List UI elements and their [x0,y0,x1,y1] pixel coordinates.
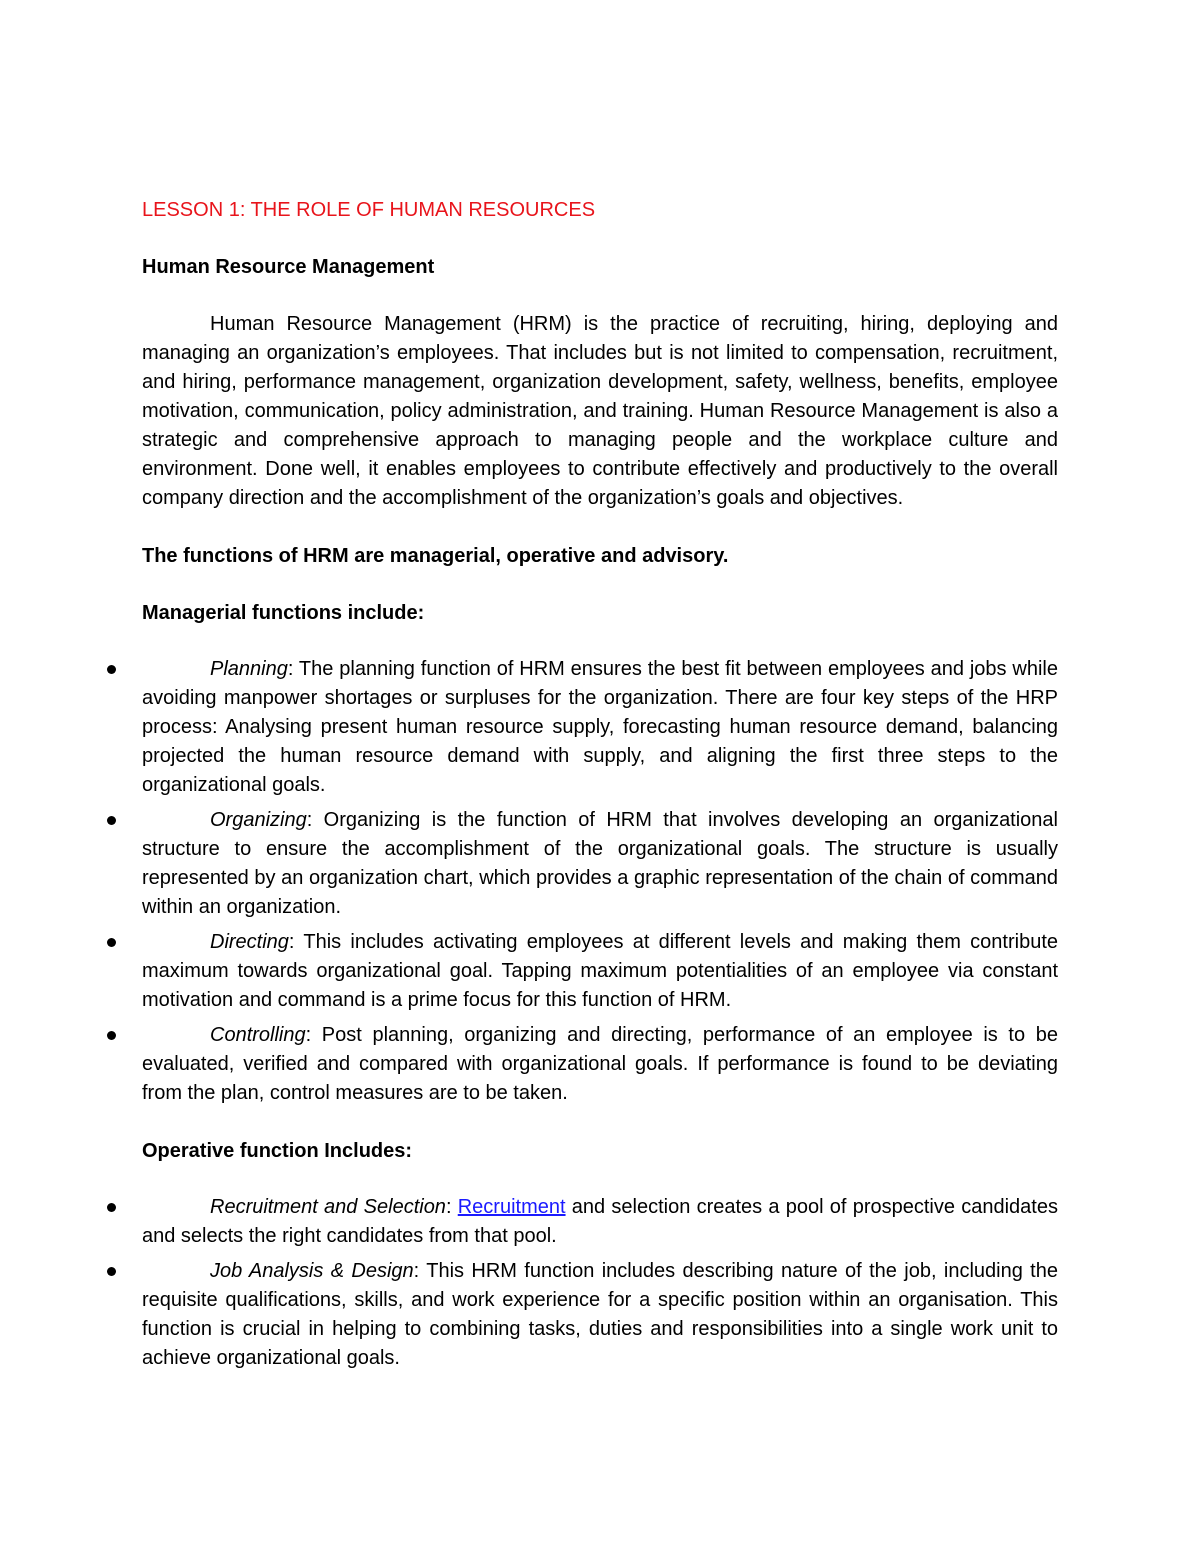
term-job-analysis: Job Analysis & Design [210,1260,414,1282]
bullet-icon [107,665,116,674]
bullet-icon [107,1203,116,1212]
list-item-planning [142,655,1058,800]
controlling-text: : Post planning, organizing and directing, performance of an employee is to be evaluated, verified and compared with organizational goals. If performance is found to be deviating from the plan, control measures are to be taken. [142,1024,1058,1104]
managerial-list [142,655,1058,1108]
term-planning: Planning [210,658,288,680]
list-item-recruitment [142,1193,1058,1251]
managerial-heading: Managerial functions include: [142,602,425,624]
intro-paragraph: Human Resource Management (HRM) is the practice of recruiting, hiring, deploying and managing an organization’s employees. That includes but is not limited to compensation, recruitment, and hiring, performance management, organization development, safety, wellness, benefits, employee motivation, communication, policy administration, and training. Human Resource Management is also a strategic and comprehensive approach to managing people and the workplace culture and environment. Done well, it enables employees to contribute effectively and productively to the overall company direction and the accomplishment of the organization’s goals and objectives. [142,313,1058,509]
list-item-organizing [142,806,1058,922]
operative-heading: Operative function Includes: [142,1140,413,1162]
list-item-controlling [142,1021,1058,1108]
list-item-directing [142,928,1058,1015]
functions-heading: The functions of HRM are managerial, operative and advisory. [142,545,729,567]
term-directing: Directing [210,931,289,953]
bullet-icon [107,1031,116,1040]
section-heading: Human Resource Management [142,256,435,278]
directing-text: : This includes activating employees at different levels and making them contribute maximum towards organizational goal. Tapping maximum potentialities of an employee via constant motivation and command is a prime focus for this function of HRM. [142,931,1058,1011]
list-item-job-analysis [142,1257,1058,1373]
recruitment-prefix: : [445,1196,458,1218]
term-controlling: Controlling [210,1024,306,1046]
term-organizing: Organizing [210,809,307,831]
bullet-icon [107,1267,116,1276]
document-body [142,196,1058,1379]
recruitment-text: and selection creates a pool of prospective candidates and selects the right candidates from that pool. [142,1196,1058,1247]
recruitment-link[interactable]: Recruitment [457,1196,566,1218]
lesson-title: LESSON 1: THE ROLE OF HUMAN RESOURCES [142,199,596,221]
term-recruitment-selection: Recruitment and Selection [210,1196,446,1218]
operative-list [142,1193,1058,1373]
bullet-icon [107,938,116,947]
organizing-text: : Organizing is the function of HRM that involves developing an organizational structure to ensure the accomplishment of the organizational goals. The structure is usually represented by an organization chart, which provides a graphic representation of the chain of command within an organization. [142,809,1058,918]
bullet-icon [107,816,116,825]
job-analysis-text: : This HRM function includes describing nature of the job, including the requisite qualifications, skills, and work experience for a specific position within an organisation. This function is crucial in helping to combining tasks, duties and responsibilities into a single work unit to achieve organizational goals. [142,1260,1058,1369]
planning-text: : The planning function of HRM ensures the best fit between employees and jobs while avoiding manpower shortages or surpluses for the organization. There are four key steps of the HRP process: Analysing present human resource supply, forecasting human resource demand, balancing projected the human resource demand with supply, and aligning the first three steps to the organizational goals. [142,658,1058,796]
